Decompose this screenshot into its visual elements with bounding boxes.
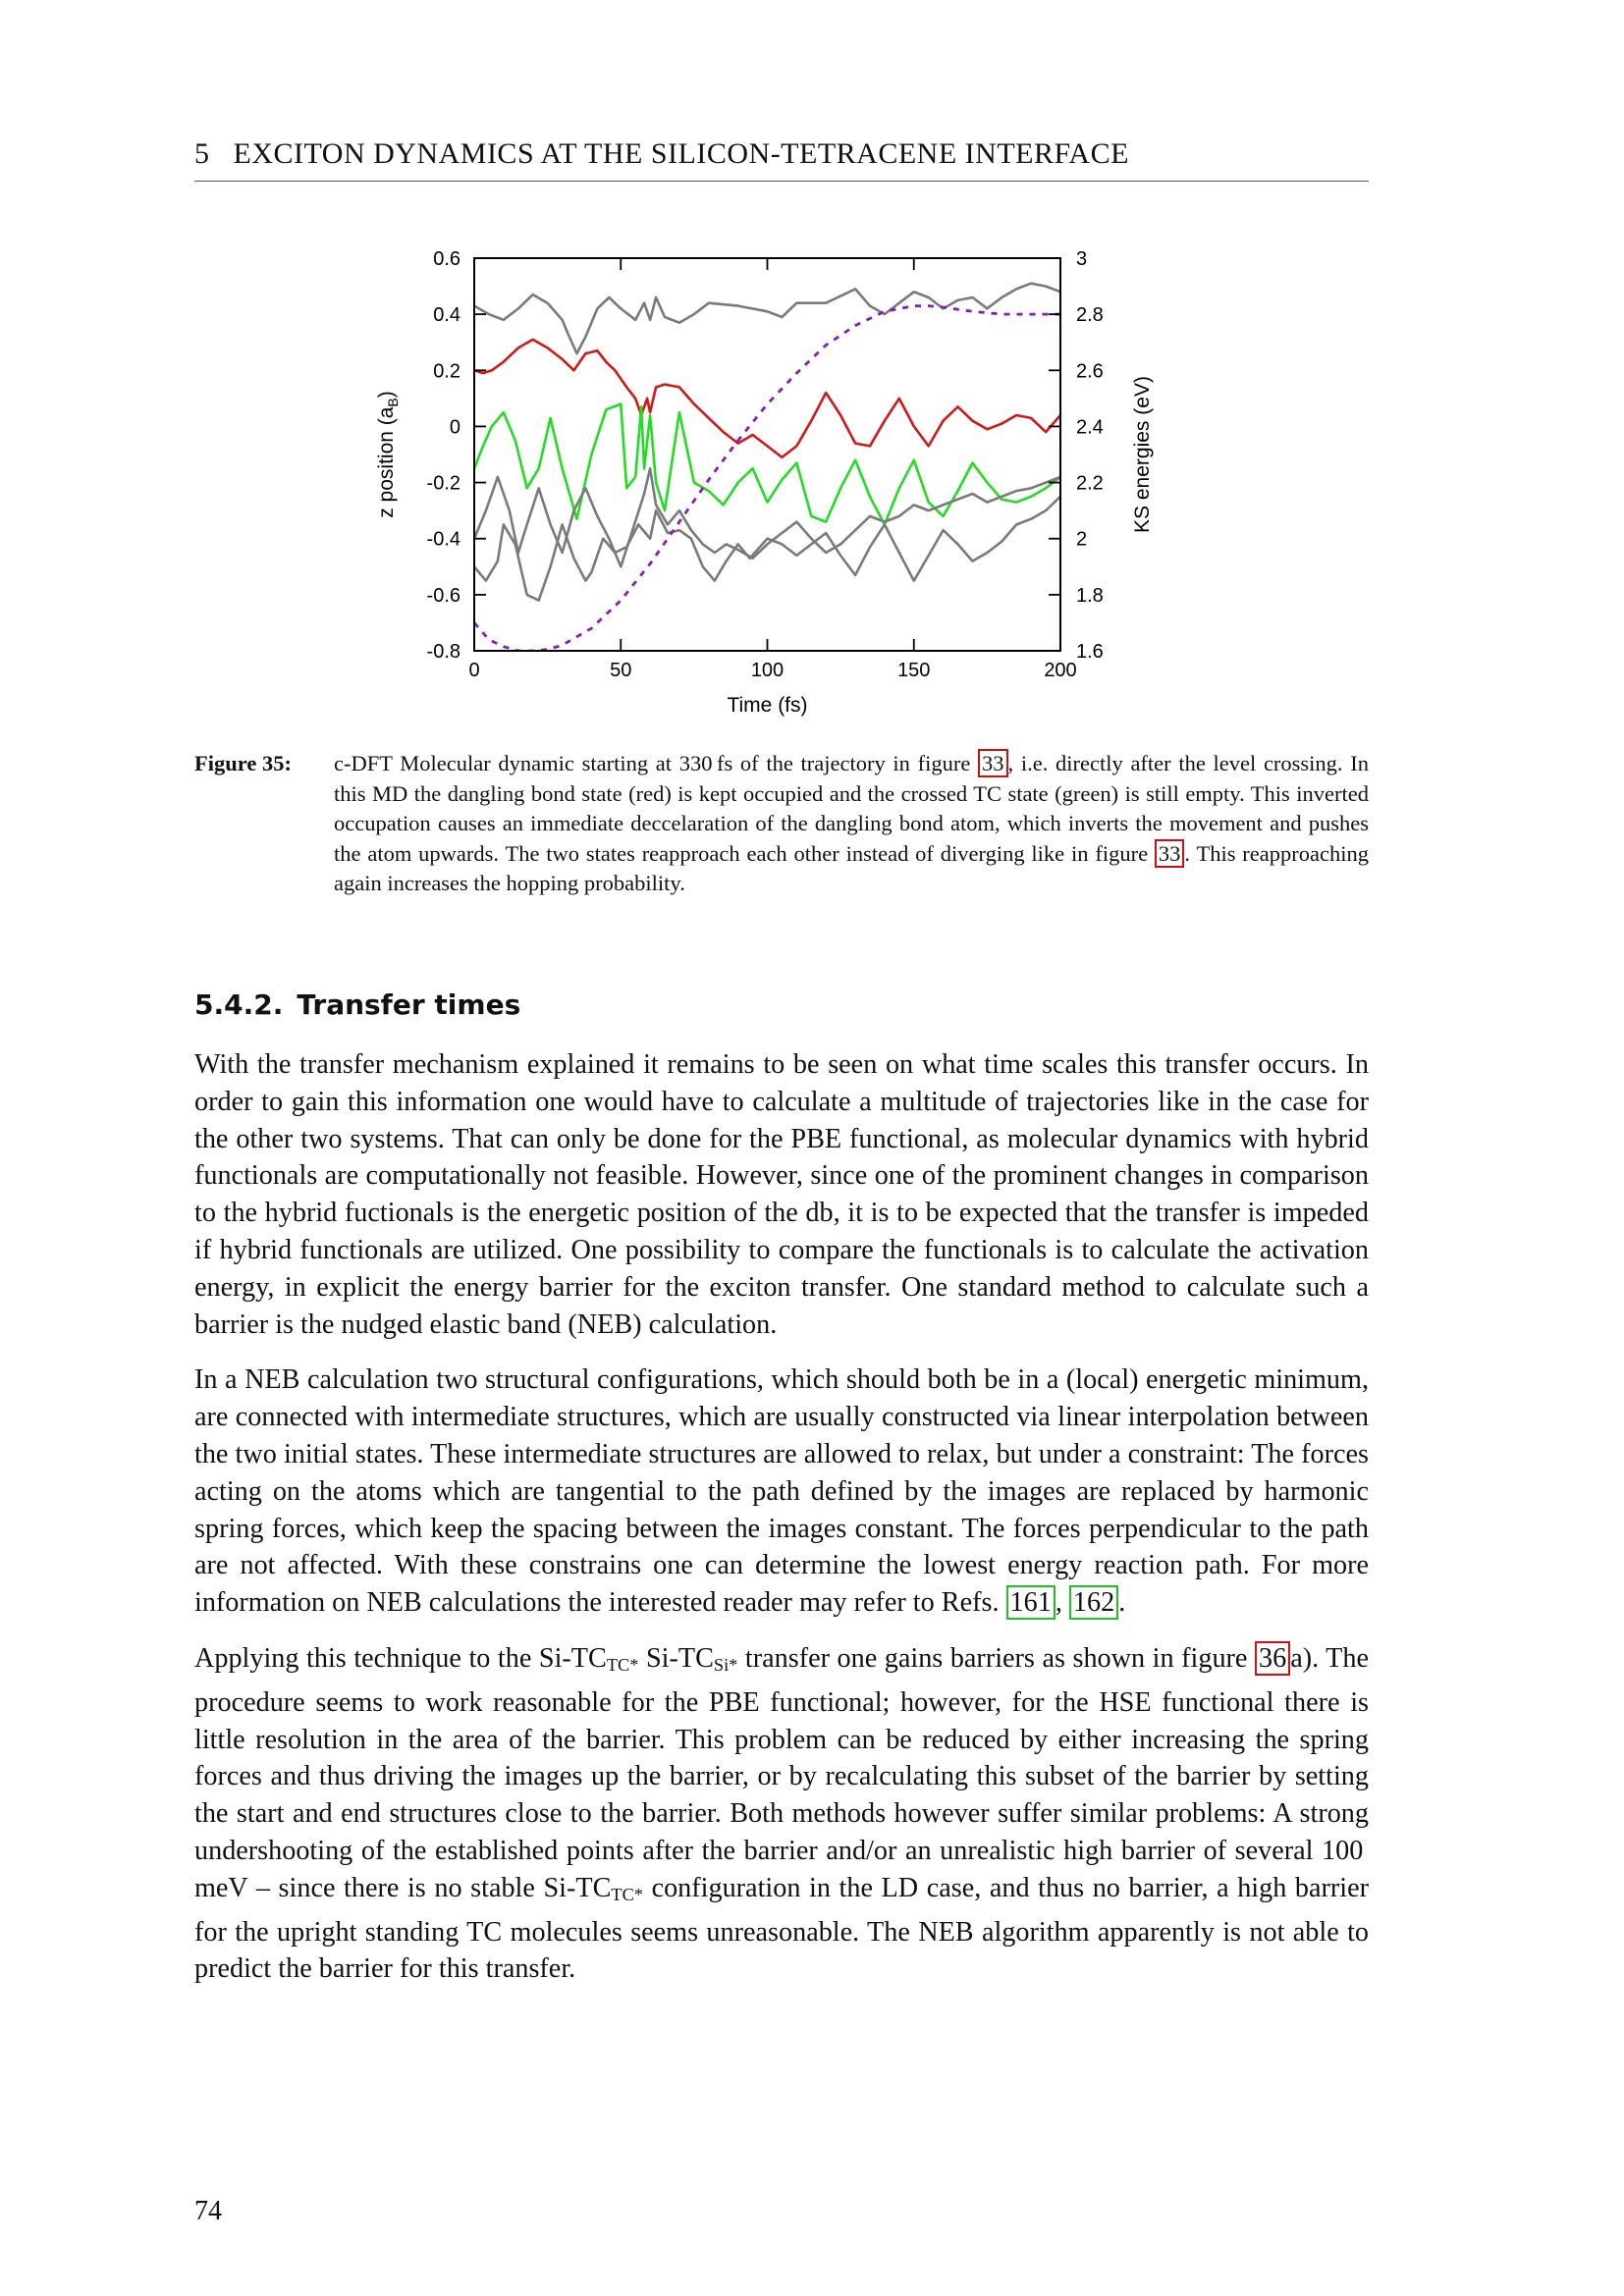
paragraph-3-text: Si-TC bbox=[638, 1642, 714, 1674]
y-right-tick-label: 1.8 bbox=[1076, 584, 1104, 607]
y-left-tick-label: 0.2 bbox=[433, 360, 460, 383]
header-section-number: 5 bbox=[194, 137, 210, 170]
page-number: 74 bbox=[194, 2196, 222, 2226]
y-left-tick-label: 0.4 bbox=[433, 304, 460, 327]
paragraph-3 bbox=[194, 1640, 1369, 1988]
y-right-tick-label: 2 bbox=[1076, 528, 1088, 551]
x-tick-label: 200 bbox=[1044, 660, 1077, 681]
y-left-tick-label: -0.6 bbox=[426, 584, 460, 607]
paragraph-3-text: transfer one gains barriers as shown in figure bbox=[737, 1642, 1255, 1674]
y-right-tick-label: 2.2 bbox=[1076, 472, 1104, 495]
subscript: Si* bbox=[713, 1654, 738, 1675]
y-left-tick-label: -0.2 bbox=[426, 472, 460, 495]
y-right-tick-label: 2.6 bbox=[1076, 360, 1104, 383]
section-heading bbox=[194, 988, 520, 1021]
running-head bbox=[194, 137, 1369, 182]
figure-ref-link[interactable]: 33 bbox=[1155, 839, 1185, 868]
plot-frame bbox=[474, 258, 1060, 651]
caption-part-3: . This reapproaching again increases the hopping probability. bbox=[334, 840, 1369, 895]
x-axis-label: Time (fs) bbox=[727, 694, 808, 717]
section-title: Transfer times bbox=[297, 988, 521, 1021]
x-tick-label: 0 bbox=[468, 660, 480, 681]
header-section-title: EXCITON DYNAMICS AT THE SILICON-TETRACENE INTERFACE bbox=[233, 137, 1129, 170]
figure-caption bbox=[194, 749, 1369, 899]
paragraph-2-text: In a NEB calculation two structural configurations, which should both be in a (local) energetic minimum, are connected with intermediate structures, which are usually constructed via linear interpolation between the two initial states. These intermediate structures are allowed to relax, but under a constraint: The forces acting on the atoms which are tangential to the path defined by the images are replaced by harmonic spring forces, which keep the spacing between the images constant. The forces perpendicular to the path are not affected. With these constrains one can determine the lowest energy reaction path. For more information on NEB calculations the interested reader may refer to Refs. bbox=[194, 1364, 1369, 1619]
y-left-tick-label: -0.8 bbox=[426, 641, 460, 663]
paragraph-1: With the transfer mechanism explained it remains to be seen on what time scales this transfer occurs. In order to gain this information one would have to calculate a multitude of trajectories like in the case for the other two systems. That can only be done for the PBE functional, as molecular dynamics with hybrid functionals are computationally not feasible. However, since one of the prominent changes in comparison to the hybrid fuctionals is the energetic position of the db, it is to be expected that the transfer is impeded if hybrid functionals are utilized. One possibility to compare the functionals is to calculate the activation energy, in explicit the energy barrier for the exciton transfer. One standard method to calculate such a barrier is the nudged elastic band (NEB) calculation. bbox=[194, 1049, 1369, 1340]
y-left-tick-label: -0.4 bbox=[426, 528, 460, 551]
series-line-1 bbox=[474, 284, 1060, 353]
figure-ref-link[interactable]: 33 bbox=[978, 749, 1008, 777]
y-right-axis-label: KS energies (eV) bbox=[1131, 376, 1154, 533]
chart-svg bbox=[363, 236, 1188, 736]
subscript: TC* bbox=[606, 1654, 639, 1675]
figure-35 bbox=[363, 236, 1188, 736]
paragraph-2-end: . bbox=[1118, 1587, 1126, 1619]
subscript: TC* bbox=[611, 1884, 643, 1904]
x-tick-label: 150 bbox=[897, 660, 931, 681]
figure-label: Figure 35: bbox=[194, 751, 292, 775]
y-left-tick-label: 0 bbox=[449, 416, 460, 439]
x-tick-label: 50 bbox=[610, 660, 632, 681]
paragraph-3-text: a). The procedure seems to work reasonable for the PBE functional; however, for the HSE functional there is little resolution in the area of the barrier. This problem can be reduced by either increasing the spring forces and thus driving the images up the barrier, or by recalculating this subset of the barrier by setting the start and end structures close to the barrier. Both methods however suffer similar problems: A strong undershooting of the established points after the barrier and/or an unrealistic high barrier of several 100 meV – since there is no stable Si-TC bbox=[194, 1642, 1369, 1903]
paragraph-2 bbox=[194, 1362, 1369, 1622]
caption-text bbox=[334, 749, 1369, 899]
y-right-tick-label: 3 bbox=[1076, 248, 1088, 270]
paragraph-3-text: configuration in the LD case, and thus no barrier, a high barrier for the upright standing TC molecules seems unreasonable. The NEB algorithm apparently is not able to predict the barrier for this transfer. bbox=[194, 1872, 1369, 1985]
citation-separator: , bbox=[1055, 1587, 1069, 1619]
section-number: 5.4.2. bbox=[194, 988, 284, 1021]
citation-link[interactable]: 162 bbox=[1069, 1585, 1118, 1620]
y-right-tick-label: 2.8 bbox=[1076, 304, 1104, 327]
y-right-tick-label: 2.4 bbox=[1076, 416, 1104, 439]
figure-ref-link[interactable]: 36 bbox=[1255, 1641, 1290, 1676]
citation-link[interactable]: 161 bbox=[1006, 1585, 1056, 1620]
y-left-tick-label: 0.6 bbox=[433, 248, 460, 270]
paragraph-3-text: Applying this technique to the Si-TC bbox=[194, 1642, 607, 1674]
caption-part-1: c-DFT Molecular dynamic starting at 330 fs of the trajectory in figure bbox=[334, 751, 979, 775]
y-left-axis-label: z position $(a_B)$ bbox=[375, 391, 401, 518]
caption-part-2: , i.e. directly after the level crossing. In this MD the dangling bond state (red) is kept occupied and the crossed TC state (green) is still empty. This inverted occupation causes an immediate deccelaration of the dangling bond atom, which inverts the movement and pushes the atom upwards. The two states reapproach each other instead of diverging like in figure bbox=[334, 751, 1369, 866]
x-tick-label: 100 bbox=[750, 660, 785, 681]
body-text bbox=[194, 1046, 1369, 2006]
series-line-2 bbox=[474, 340, 1060, 457]
y-right-tick-label: 1.6 bbox=[1076, 641, 1104, 663]
series-line-4 bbox=[474, 468, 1060, 566]
